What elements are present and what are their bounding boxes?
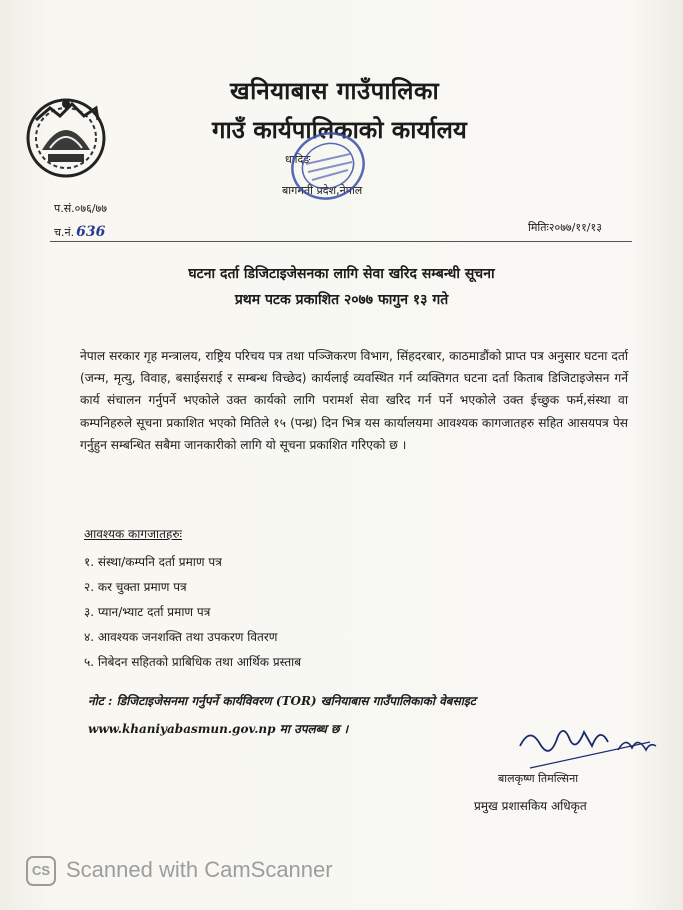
office-subtitle: गाउँ कार्यपालिकाको कार्यालय	[212, 115, 467, 144]
requirements-heading: आवश्यक कागजातहरुः	[84, 527, 182, 541]
office-address: धादिङ	[285, 153, 311, 166]
camscanner-logo: CS	[26, 856, 56, 886]
signatory-title: प्रमुख प्रशासकिय अधिकृत	[474, 799, 587, 813]
dispatch-number	[54, 224, 105, 240]
list-item: ३. प्यान/भ्याट दर्ता प्रमाण पत्र	[84, 605, 211, 619]
list-item: २. कर चुक्ता प्रमाण पत्र	[84, 580, 187, 594]
office-province: बागमती प्रदेश,नेपाल	[282, 184, 363, 197]
dispatch-value: 636	[76, 224, 106, 240]
notice-title: घटना दर्ता डिजिटाइजेसनका लागि सेवा खरिद सम्बन्धी सूचना	[188, 266, 495, 282]
office-name: खनियाबास गाउँपालिका	[230, 76, 440, 105]
note-line-1: नोट : डिजिटाइजेसनमा गर्नुपर्ने कार्यविवरण (TOR) खनियाबास गाउँपालिकाको वेबसाइट	[88, 694, 476, 708]
list-item: ५. निबेदन सहितको प्राबिधिक तथा आर्थिक प्रस्ताब	[84, 655, 302, 669]
nepal-emblem-icon	[20, 90, 112, 182]
requirements-list	[84, 550, 301, 675]
notice-body: नेपाल सरकार गृह मन्त्रालय, राष्ट्रिय परिचय पत्र तथा पञ्जिकरण विभाग, सिंहदरबार, काठमाडौंको प्राप्त पत्र अनुसार घटना दर्ता (जन्म, मृत्यु, विवाह, बसाईसराई र सम्बन्ध विच्छेद) कार्यलाई व्यवस्थित गर्न व्यक्तिगत घटना दर्ता किताब डिजिटाइजेसन गर्ने कार्य संचालन गर्नुपर्ने भएकोले उक्त कार्यको लागि परामर्श सेवा खरिद गर्न पर्ने भएकोले उक्त ईच्छुक फर्म,संस्था वा कम्पनिहरुले सूचना प्रकाशित भएको मितिले १५ (पन्ध्र) दिन भित्र यस कार्यालयमा आवश्यक कागजातहरु सहित आसयपत्र पेस गर्नुहुन सम्बन्धित सबैमा जानकारीको लागि यो सूचना प्रकाशित गरिएको छ ।	[80, 349, 628, 452]
reference-number: प.सं.०७६/७७	[54, 202, 107, 215]
notice-date: मितिः२०७७/११/१३	[528, 221, 602, 234]
header-divider	[50, 241, 632, 242]
note-line-2: www.khaniyabasmun.gov.np मा उपलब्ध छ ।	[88, 722, 349, 736]
notice-subtitle: प्रथम पटक प्रकाशित २०७७ फागुन १३ गते	[234, 292, 449, 308]
list-item: १. संस्था/कम्पनि दर्ता प्रमाण पत्र	[84, 555, 222, 569]
camscanner-watermark: Scanned with CamScanner	[66, 857, 333, 882]
signatory-name: बालकृष्ण तिमल्सिना	[498, 772, 579, 785]
dispatch-label: च.नं.	[54, 226, 75, 239]
list-item: ४. आवश्यक जनशक्ति तथा उपकरण वितरण	[84, 630, 278, 644]
office-stamp-icon	[278, 124, 374, 212]
